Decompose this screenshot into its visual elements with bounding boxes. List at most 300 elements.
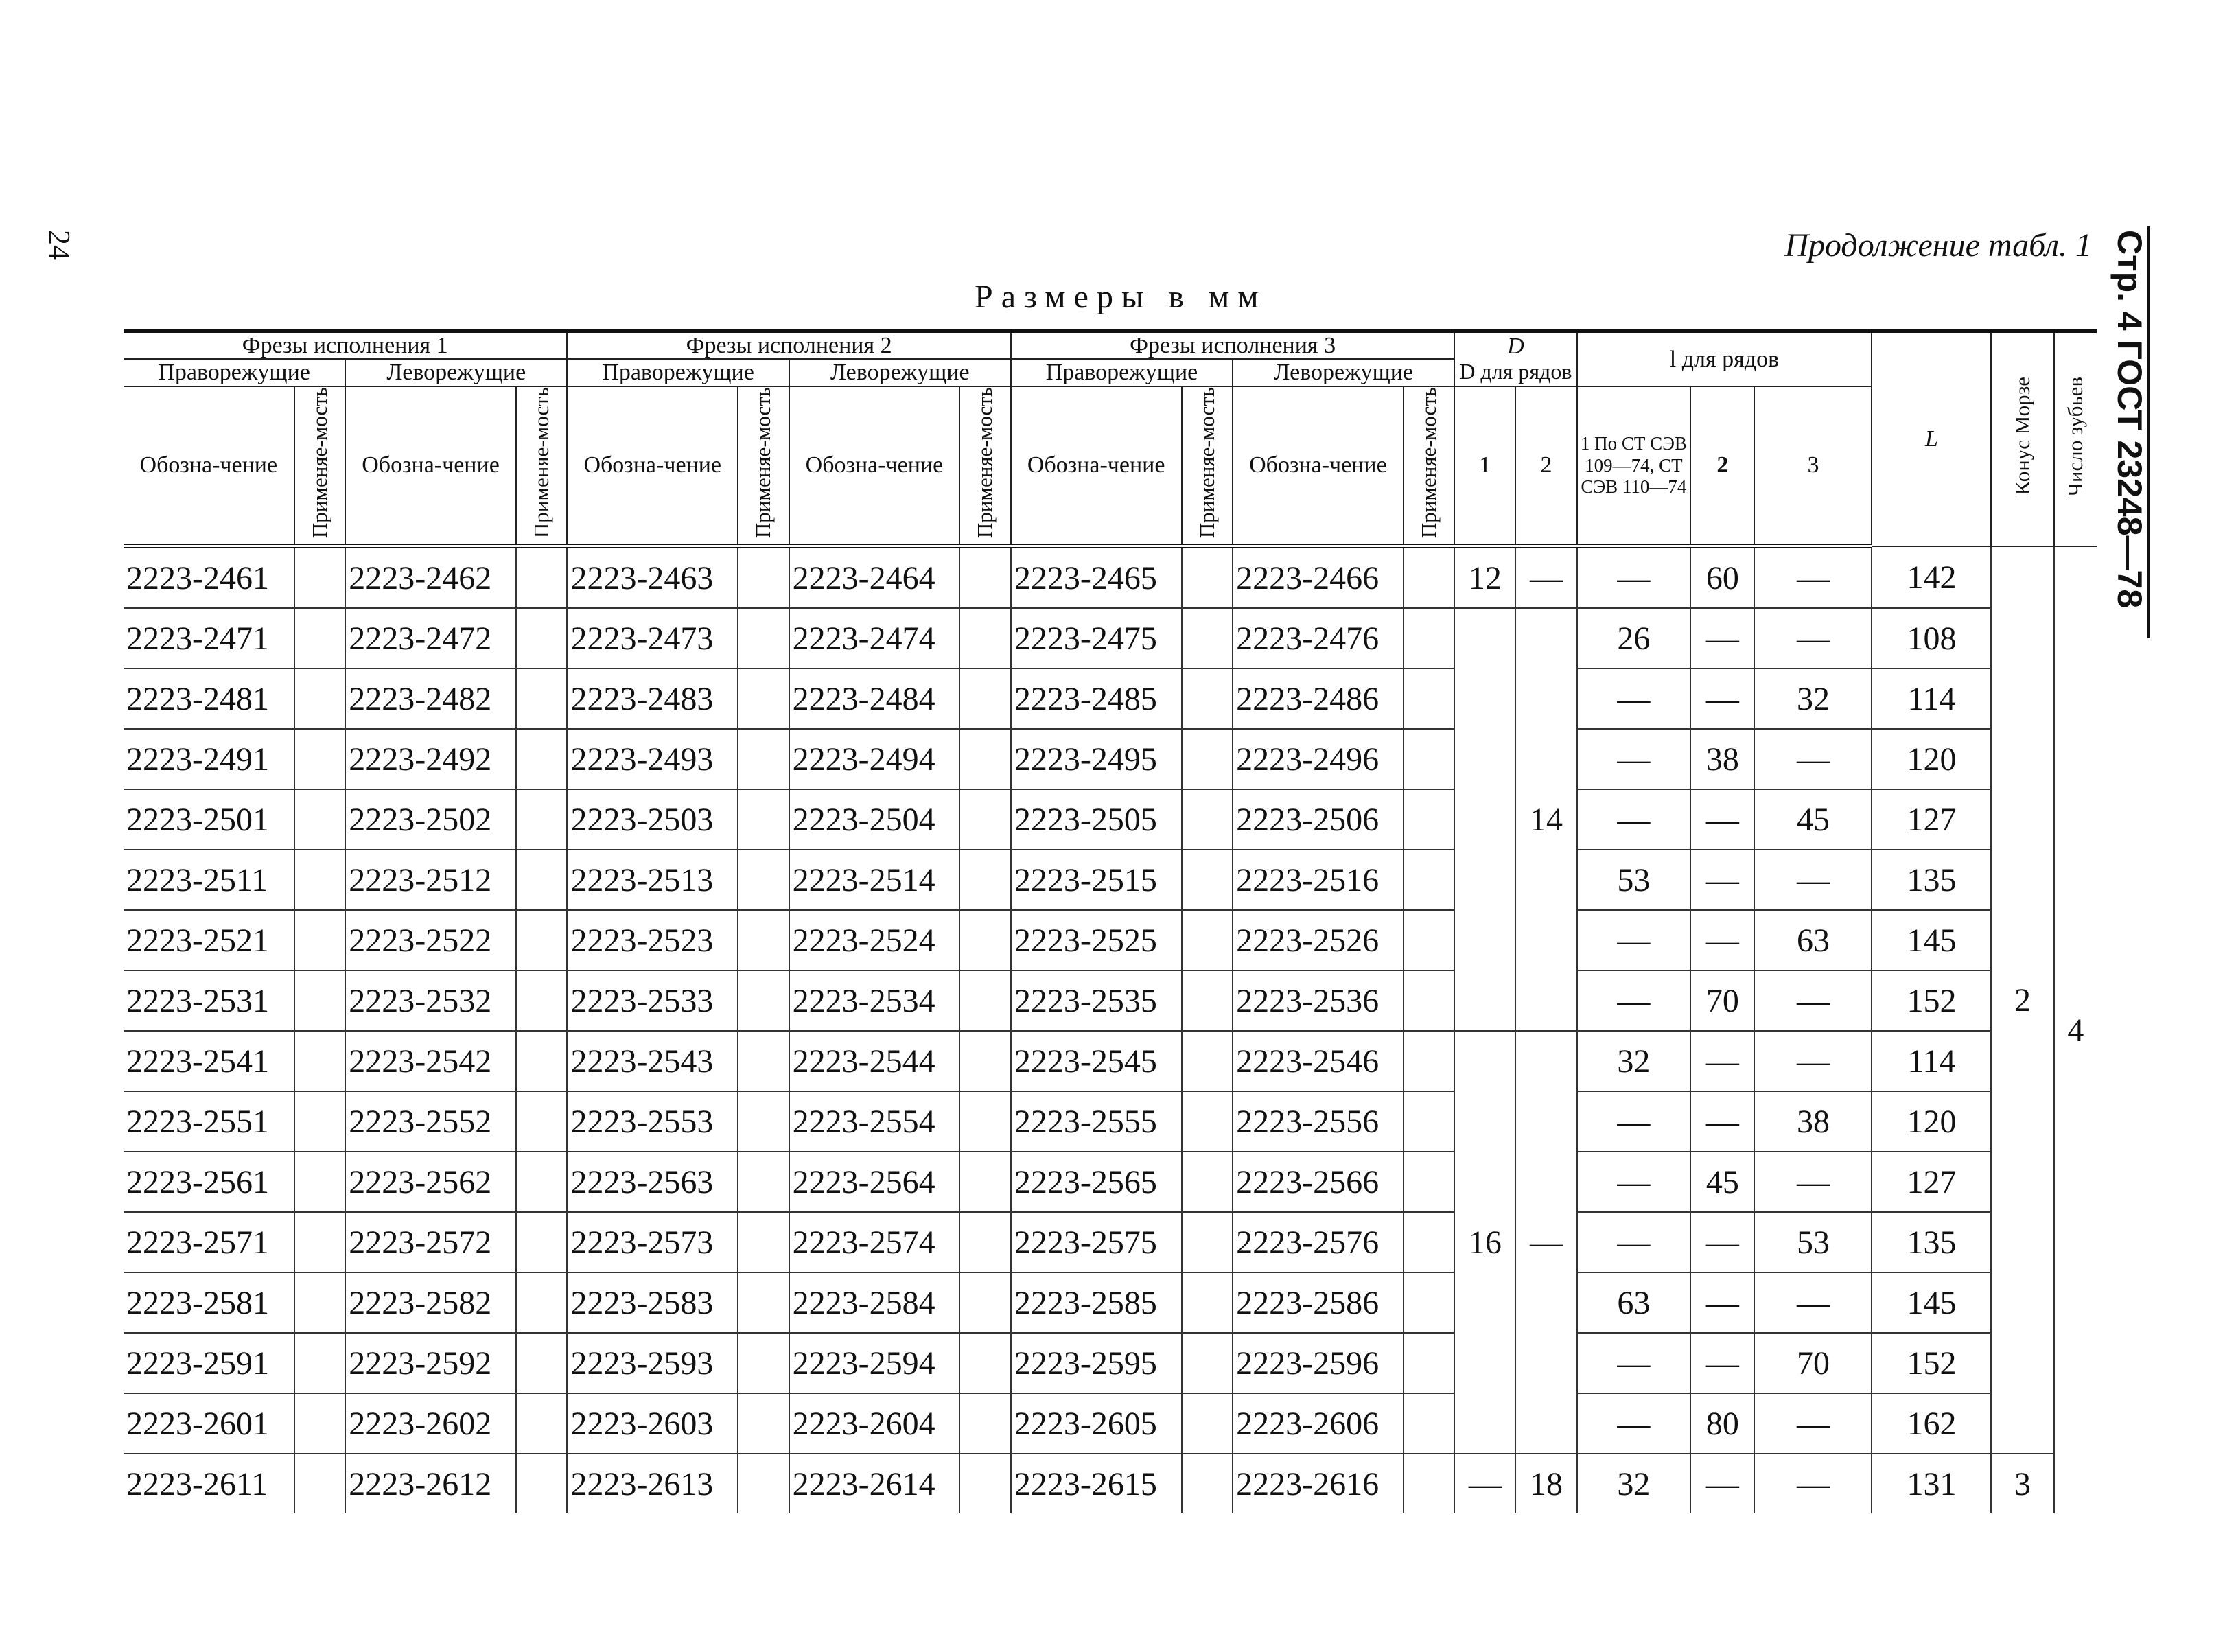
applicability-cell	[738, 910, 789, 970]
l-row2-cell: —	[1690, 850, 1754, 910]
applicability-cell	[1182, 850, 1233, 910]
applicability-cell	[1404, 729, 1455, 789]
designation-cell: 2223-2533	[567, 970, 738, 1031]
l-row1-cell: —	[1577, 729, 1691, 789]
designation-header: Обозна-чение	[567, 386, 738, 546]
l-row2-cell: 80	[1690, 1393, 1754, 1454]
designation-cell: 2223-2485	[1011, 668, 1182, 729]
l-row2-cell: —	[1690, 1212, 1754, 1272]
applicability-cell	[738, 1272, 789, 1333]
designation-cell: 2223-2513	[567, 850, 738, 910]
designation-cell: 2223-2602	[345, 1393, 516, 1454]
applicability-cell	[294, 970, 346, 1031]
applicability-cell	[1404, 608, 1455, 668]
applicability-cell	[294, 1152, 346, 1212]
designation-cell: 2223-2584	[789, 1272, 960, 1333]
designation-header: Обозна-чение	[124, 386, 294, 546]
designation-cell: 2223-2556	[1233, 1091, 1404, 1152]
morse-cell: 3	[1991, 1454, 2053, 1513]
L-cell: 135	[1872, 850, 1991, 910]
applicability-cell	[294, 1393, 346, 1454]
designation-cell: 2223-2615	[1011, 1454, 1182, 1513]
applicability-cell	[959, 608, 1011, 668]
applicability-cell	[1404, 1333, 1455, 1393]
group2-header: Фрезы исполнения 2	[567, 331, 1010, 360]
side-header: Стр. 4 ГОСТ 23248—78	[2110, 230, 2149, 609]
applicability-cell	[294, 668, 346, 729]
applicability-cell	[294, 546, 346, 609]
l-row2-cell: —	[1690, 1091, 1754, 1152]
l-row1-cell: —	[1577, 546, 1691, 609]
applicability-header: Применяе-мость	[738, 386, 789, 546]
applicability-cell	[1182, 668, 1233, 729]
teeth-header: Число зубьев	[2054, 331, 2097, 546]
table-row	[124, 910, 2097, 970]
applicability-cell	[294, 1091, 346, 1152]
designation-cell: 2223-2525	[1011, 910, 1182, 970]
applicability-cell	[1182, 1091, 1233, 1152]
L-cell: 145	[1872, 1272, 1991, 1333]
l-row1-cell: 26	[1577, 608, 1691, 668]
designation-cell: 2223-2576	[1233, 1212, 1404, 1272]
designation-cell: 2223-2613	[567, 1454, 738, 1513]
designation-cell: 2223-2465	[1011, 546, 1182, 609]
l-row3-cell: —	[1754, 1393, 1872, 1454]
designation-cell: 2223-2544	[789, 1031, 960, 1091]
designation-cell: 2223-2512	[345, 850, 516, 910]
designation-cell: 2223-2573	[567, 1212, 738, 1272]
designation-cell: 2223-2491	[124, 729, 294, 789]
applicability-cell	[294, 850, 346, 910]
designation-cell: 2223-2595	[1011, 1333, 1182, 1393]
l-row3-cell: 63	[1754, 910, 1872, 970]
designation-cell: 2223-2554	[789, 1091, 960, 1152]
applicability-cell	[1404, 546, 1455, 609]
table-row	[124, 1212, 2097, 1272]
designation-cell: 2223-2562	[345, 1152, 516, 1212]
l-row3-cell: —	[1754, 850, 1872, 910]
applicability-cell	[959, 546, 1011, 609]
designation-cell: 2223-2564	[789, 1152, 960, 1212]
applicability-header: Применяе-мость	[294, 386, 346, 546]
l-row1-cell: —	[1577, 1393, 1691, 1454]
table-row	[124, 1333, 2097, 1393]
table-row	[124, 1152, 2097, 1212]
l-row3-cell: —	[1754, 546, 1872, 609]
L-cell: 120	[1872, 729, 1991, 789]
designation-cell: 2223-2532	[345, 970, 516, 1031]
designation-cell: 2223-2612	[345, 1454, 516, 1513]
designation-cell: 2223-2492	[345, 729, 516, 789]
applicability-cell	[738, 970, 789, 1031]
l-row1-cell: —	[1577, 789, 1691, 850]
designation-cell: 2223-2585	[1011, 1272, 1182, 1333]
table-row	[124, 850, 2097, 910]
table-row	[124, 1091, 2097, 1152]
applicability-cell	[959, 970, 1011, 1031]
applicability-cell	[1182, 970, 1233, 1031]
designation-cell: 2223-2475	[1011, 608, 1182, 668]
designation-cell: 2223-2481	[124, 668, 294, 729]
designation-cell: 2223-2534	[789, 970, 960, 1031]
applicability-cell	[1404, 1091, 1455, 1152]
L-cell: 142	[1872, 546, 1991, 609]
designation-cell: 2223-2541	[124, 1031, 294, 1091]
designation-cell: 2223-2571	[124, 1212, 294, 1272]
applicability-cell	[738, 1152, 789, 1212]
applicability-cell	[1182, 1333, 1233, 1393]
designation-cell: 2223-2494	[789, 729, 960, 789]
g3-left-header: Леворежущие	[1233, 359, 1454, 386]
designation-cell: 2223-2561	[124, 1152, 294, 1212]
applicability-cell	[1404, 910, 1455, 970]
designation-cell: 2223-2535	[1011, 970, 1182, 1031]
l-row3-cell: —	[1754, 1272, 1872, 1333]
morse-header: Конус Морзе	[1991, 331, 2053, 546]
applicability-cell	[738, 608, 789, 668]
designation-cell: 2223-2521	[124, 910, 294, 970]
applicability-cell	[738, 1091, 789, 1152]
applicability-cell	[738, 546, 789, 609]
applicability-cell	[1404, 850, 1455, 910]
applicability-cell	[516, 546, 568, 609]
l-row2-cell: 70	[1690, 970, 1754, 1031]
l-row1-cell: —	[1577, 1152, 1691, 1212]
applicability-cell	[738, 1212, 789, 1272]
d-row1-header: 1	[1454, 386, 1515, 546]
l-row1-cell: 32	[1577, 1031, 1691, 1091]
applicability-cell	[294, 729, 346, 789]
applicability-cell	[738, 1031, 789, 1091]
L-cell: 135	[1872, 1212, 1991, 1272]
l-row3-header: 3	[1754, 386, 1872, 546]
designation-cell: 2223-2495	[1011, 729, 1182, 789]
l-rows-header: l для рядов	[1577, 331, 1872, 386]
l-row2-cell: —	[1690, 1031, 1754, 1091]
table-row	[124, 729, 2097, 789]
applicability-cell	[516, 1212, 568, 1272]
applicability-cell	[959, 910, 1011, 970]
applicability-cell	[738, 668, 789, 729]
designation-cell: 2223-2616	[1233, 1454, 1404, 1513]
applicability-cell	[1404, 789, 1455, 850]
designation-cell: 2223-2461	[124, 546, 294, 609]
designation-cell: 2223-2542	[345, 1031, 516, 1091]
l-row3-cell: 45	[1754, 789, 1872, 850]
L-header: L	[1872, 331, 1991, 546]
designation-cell: 2223-2484	[789, 668, 960, 729]
group1-header: Фрезы исполнения 1	[124, 331, 567, 360]
d-row1-cell: 12	[1454, 546, 1515, 609]
applicability-cell	[1182, 1454, 1233, 1513]
applicability-cell	[1404, 668, 1455, 729]
applicability-cell	[516, 970, 568, 1031]
designation-cell: 2223-2472	[345, 608, 516, 668]
l-row1-cell: 63	[1577, 1272, 1691, 1333]
table-row	[124, 608, 2097, 668]
designation-cell: 2223-2536	[1233, 970, 1404, 1031]
designation-cell: 2223-2466	[1233, 546, 1404, 609]
teeth-cell: 4	[2067, 1012, 2084, 1049]
applicability-cell	[516, 910, 568, 970]
applicability-header: Применяе-мость	[959, 386, 1011, 546]
applicability-cell	[959, 668, 1011, 729]
designation-cell: 2223-2596	[1233, 1333, 1404, 1393]
l-row3-cell: —	[1754, 1454, 1872, 1513]
g2-left-header: Леворежущие	[789, 359, 1011, 386]
d-row2-cell: 14	[1515, 608, 1576, 1031]
d-row1-cell	[1454, 608, 1515, 1031]
designation-cell: 2223-2516	[1233, 850, 1404, 910]
applicability-cell	[516, 1272, 568, 1333]
applicability-cell	[959, 1393, 1011, 1454]
table-row	[124, 1272, 2097, 1333]
applicability-header: Применяе-мость	[1404, 386, 1455, 546]
applicability-cell	[738, 729, 789, 789]
applicability-cell	[516, 1031, 568, 1091]
l-row2-cell: 45	[1690, 1152, 1754, 1212]
applicability-cell	[1404, 970, 1455, 1031]
designation-cell: 2223-2462	[345, 546, 516, 609]
applicability-cell	[1182, 1152, 1233, 1212]
designation-header: Обозна-чение	[345, 386, 516, 546]
applicability-cell	[516, 608, 568, 668]
applicability-cell	[959, 1454, 1011, 1513]
designation-cell: 2223-2594	[789, 1333, 960, 1393]
L-cell: 152	[1872, 1333, 1991, 1393]
l-row2-cell: —	[1690, 910, 1754, 970]
L-cell: 145	[1872, 910, 1991, 970]
l-row3-cell: 70	[1754, 1333, 1872, 1393]
applicability-cell	[959, 729, 1011, 789]
L-cell: 152	[1872, 970, 1991, 1031]
applicability-cell	[516, 1333, 568, 1393]
designation-cell: 2223-2591	[124, 1333, 294, 1393]
designation-cell: 2223-2505	[1011, 789, 1182, 850]
l-row1-cell: 32	[1577, 1454, 1691, 1513]
designation-cell: 2223-2523	[567, 910, 738, 970]
designation-cell: 2223-2474	[789, 608, 960, 668]
applicability-cell	[738, 1454, 789, 1513]
l-row3-cell: 53	[1754, 1212, 1872, 1272]
designation-cell: 2223-2583	[567, 1272, 738, 1333]
l-row1-cell: 53	[1577, 850, 1691, 910]
applicability-cell	[738, 1333, 789, 1393]
l-row2-cell: 38	[1690, 729, 1754, 789]
table-row	[124, 668, 2097, 729]
l-row3-cell: 38	[1754, 1091, 1872, 1152]
L-cell: 114	[1872, 668, 1991, 729]
designation-cell: 2223-2563	[567, 1152, 738, 1212]
applicability-cell	[294, 608, 346, 668]
designation-cell: 2223-2553	[567, 1091, 738, 1152]
designation-cell: 2223-2504	[789, 789, 960, 850]
applicability-cell	[959, 789, 1011, 850]
designation-cell: 2223-2501	[124, 789, 294, 850]
applicability-cell	[959, 850, 1011, 910]
l-row3-cell: —	[1754, 970, 1872, 1031]
designation-cell: 2223-2552	[345, 1091, 516, 1152]
designation-header: Обозна-чение	[1233, 386, 1404, 546]
table-row	[124, 789, 2097, 850]
applicability-cell	[1182, 546, 1233, 609]
l-row2-cell: —	[1690, 1333, 1754, 1393]
L-cell: 162	[1872, 1393, 1991, 1454]
cutters-table	[124, 329, 2097, 1513]
l-row3-cell: —	[1754, 1031, 1872, 1091]
designation-cell: 2223-2601	[124, 1393, 294, 1454]
L-cell: 127	[1872, 789, 1991, 850]
designation-cell: 2223-2531	[124, 970, 294, 1031]
applicability-cell	[294, 1212, 346, 1272]
d-row2-cell: —	[1515, 546, 1576, 609]
group3-header: Фрезы исполнения 3	[1011, 331, 1454, 360]
designation-cell: 2223-2526	[1233, 910, 1404, 970]
applicability-cell	[1182, 729, 1233, 789]
applicability-cell	[294, 910, 346, 970]
L-cell: 120	[1872, 1091, 1991, 1152]
applicability-cell	[738, 789, 789, 850]
applicability-cell	[1404, 1454, 1455, 1513]
applicability-cell	[738, 850, 789, 910]
designation-cell: 2223-2473	[567, 608, 738, 668]
designation-cell: 2223-2566	[1233, 1152, 1404, 1212]
applicability-header: Применяе-мость	[516, 386, 568, 546]
d-row2-header: 2	[1515, 386, 1576, 546]
d-rows-header: D D для рядов	[1454, 331, 1576, 386]
l-row3-cell: —	[1754, 729, 1872, 789]
table-row	[124, 1393, 2097, 1454]
L-cell: 114	[1872, 1031, 1991, 1091]
designation-cell: 2223-2493	[567, 729, 738, 789]
applicability-cell	[294, 1272, 346, 1333]
applicability-header: Применяе-мость	[1182, 386, 1233, 546]
designation-cell: 2223-2486	[1233, 668, 1404, 729]
page-number: 24	[43, 230, 76, 260]
designation-cell: 2223-2463	[567, 546, 738, 609]
g2-right-header: Праворежущие	[567, 359, 789, 386]
l-row1-header: 1 По СТ СЭВ 109—74, СТ СЭВ 110—74	[1577, 386, 1691, 546]
l-row2-cell: —	[1690, 1454, 1754, 1513]
l-row2-header: 2	[1690, 386, 1754, 546]
table-row	[124, 546, 2097, 609]
applicability-cell	[1182, 789, 1233, 850]
designation-cell: 2223-2555	[1011, 1091, 1182, 1152]
designation-cell: 2223-2592	[345, 1333, 516, 1393]
applicability-cell	[516, 850, 568, 910]
designation-cell: 2223-2574	[789, 1212, 960, 1272]
L-cell: 131	[1872, 1454, 1991, 1513]
designation-cell: 2223-2606	[1233, 1393, 1404, 1454]
designation-cell: 2223-2593	[567, 1333, 738, 1393]
d-row1-cell: 16	[1454, 1031, 1515, 1454]
applicability-cell	[1182, 1272, 1233, 1333]
designation-cell: 2223-2506	[1233, 789, 1404, 850]
d-row2-cell: 18	[1515, 1454, 1576, 1513]
l-row2-cell: —	[1690, 789, 1754, 850]
applicability-cell	[516, 729, 568, 789]
l-row3-cell: —	[1754, 1152, 1872, 1212]
designation-cell: 2223-2545	[1011, 1031, 1182, 1091]
applicability-cell	[516, 668, 568, 729]
applicability-cell	[959, 1333, 1011, 1393]
designation-cell: 2223-2605	[1011, 1393, 1182, 1454]
designation-cell: 2223-2514	[789, 850, 960, 910]
applicability-cell	[959, 1212, 1011, 1272]
applicability-cell	[959, 1091, 1011, 1152]
designation-cell: 2223-2503	[567, 789, 738, 850]
l-row3-cell: —	[1754, 608, 1872, 668]
designation-cell: 2223-2551	[124, 1091, 294, 1152]
applicability-cell	[1182, 910, 1233, 970]
applicability-cell	[738, 1393, 789, 1454]
l-row2-cell: —	[1690, 668, 1754, 729]
applicability-cell	[516, 1393, 568, 1454]
units-caption: Размеры в мм	[975, 279, 1267, 315]
designation-cell: 2223-2482	[345, 668, 516, 729]
designation-cell: 2223-2464	[789, 546, 960, 609]
designation-header: Обозна-чение	[789, 386, 960, 546]
l-row1-cell: —	[1577, 668, 1691, 729]
applicability-cell	[516, 1152, 568, 1212]
designation-cell: 2223-2581	[124, 1272, 294, 1333]
applicability-cell	[959, 1272, 1011, 1333]
l-row2-cell: 60	[1690, 546, 1754, 609]
l-row2-cell: —	[1690, 1272, 1754, 1333]
designation-cell: 2223-2476	[1233, 608, 1404, 668]
g1-left-header: Леворежущие	[345, 359, 567, 386]
continuation-caption: Продолжение табл. 1	[1784, 227, 2092, 264]
d-row1-cell: —	[1454, 1454, 1515, 1513]
designation-cell: 2223-2572	[345, 1212, 516, 1272]
designation-cell: 2223-2471	[124, 608, 294, 668]
applicability-cell	[1182, 1212, 1233, 1272]
l-row1-cell: —	[1577, 1091, 1691, 1152]
g1-right-header: Праворежущие	[124, 359, 345, 386]
applicability-cell	[1182, 1031, 1233, 1091]
designation-cell: 2223-2604	[789, 1393, 960, 1454]
applicability-cell	[294, 1031, 346, 1091]
applicability-cell	[1404, 1152, 1455, 1212]
g3-right-header: Праворежущие	[1011, 359, 1233, 386]
L-cell: 127	[1872, 1152, 1991, 1212]
table-row	[124, 1031, 2097, 1091]
designation-cell: 2223-2575	[1011, 1212, 1182, 1272]
designation-cell: 2223-2515	[1011, 850, 1182, 910]
designation-header: Обозна-чение	[1011, 386, 1182, 546]
applicability-cell	[516, 1091, 568, 1152]
designation-cell: 2223-2546	[1233, 1031, 1404, 1091]
applicability-cell	[1182, 608, 1233, 668]
l-row1-cell: —	[1577, 970, 1691, 1031]
applicability-cell	[1404, 1393, 1455, 1454]
applicability-cell	[516, 789, 568, 850]
morse-cell: 2	[1991, 546, 2053, 1454]
l-row3-cell: 32	[1754, 668, 1872, 729]
applicability-cell	[959, 1152, 1011, 1212]
designation-cell: 2223-2524	[789, 910, 960, 970]
applicability-cell	[1404, 1031, 1455, 1091]
designation-cell: 2223-2496	[1233, 729, 1404, 789]
l-row1-cell: —	[1577, 1333, 1691, 1393]
applicability-cell	[959, 1031, 1011, 1091]
designation-cell: 2223-2586	[1233, 1272, 1404, 1333]
applicability-cell	[1182, 1393, 1233, 1454]
designation-cell: 2223-2543	[567, 1031, 738, 1091]
l-row2-cell: —	[1690, 608, 1754, 668]
designation-cell: 2223-2522	[345, 910, 516, 970]
table-row	[124, 1454, 2097, 1513]
